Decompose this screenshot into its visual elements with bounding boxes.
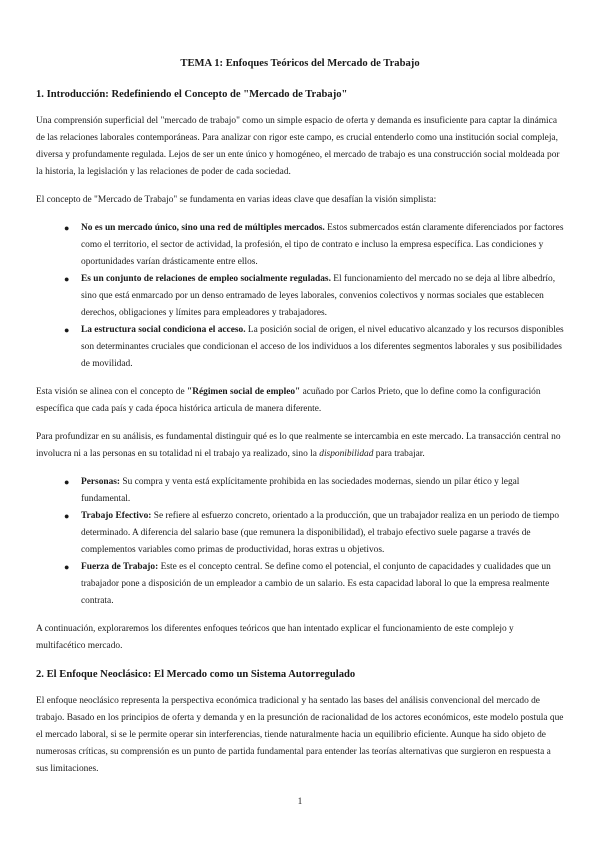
section-1-paragraph-3 (36, 384, 564, 418)
list-item (64, 508, 564, 559)
section-1-paragraph-5: A continuación, exploraremos los diferentes enfoques teóricos que han intentado explicar el funcionamiento de este complejo y multifacético mercado. (36, 624, 514, 651)
bullet-icon: ● (64, 511, 70, 521)
key-ideas-list (36, 220, 564, 373)
bullet-icon: ● (64, 477, 70, 487)
list-item-lead: Fuerza de Trabajo: (81, 562, 159, 572)
list-item (64, 474, 564, 508)
section-1-paragraph-2: El concepto de "Mercado de Trabajo" se fundamenta en varias ideas clave que desafían la visión simplista: (36, 195, 437, 205)
bullet-icon: ● (64, 562, 70, 572)
list-item-text: Su compra y venta está explícitamente prohibida en las sociedades modernas, siendo un pilar ético y legal fundamental. (81, 477, 520, 504)
regimen-social-term: "Régimen social de empleo" (187, 387, 301, 397)
paragraph-text: Esta visión se alinea con el concepto de (36, 387, 187, 397)
list-item-text: Se refiere al esfuerzo concreto, orientado a la producción, que un trabajador realiza en un periodo de tiempo determinado. A diferencia del salario base (que remunera la disponibilidad), el trabajo efectivo suele pagarse a través de complementos variables como primas de productividad, horas extras u objetivos. (81, 511, 560, 555)
list-item-lead: Trabajo Efectivo: (81, 511, 152, 521)
section-2-heading: 2. El Enfoque Neoclásico: El Mercado como un Sistema Autorregulado (36, 669, 356, 680)
exchange-list (36, 474, 564, 610)
list-item (64, 271, 564, 322)
bullet-icon: ● (64, 274, 70, 284)
list-item-text: Estos submercados están claramente diferenciados por factores como el territorio, el sector de actividad, la profesión, el tipo de contrato e incluso la empresa específica. Las condiciones y oportunidades varían drásticamente entre ellos. (81, 223, 564, 267)
list-item-text: El funcionamiento del mercado no se deja al libre albedrío, sino que está enmarcado por un denso entramado de leyes laborales, convenios colectivos y normas sociales que establecen derechos, obligaciones y límites para empleadores y trabajadores. (81, 274, 556, 318)
list-item (64, 559, 564, 610)
bullet-icon: ● (64, 223, 70, 233)
paragraph-text: para trabajar. (373, 449, 425, 459)
paragraph-text: Para profundizar en su análisis, es fundamental distinguir qué es lo que realmente se intercambia en este mercado. La transacción central no involucra ni a las personas en su totalidad ni el trabajo ya realizado, sino la (36, 432, 561, 459)
list-item-text: Este es el concepto central. Se define como el potencial, el conjunto de capacidades y cualidades que un trabajador pone a disposición de un empleador a cambio de un salario. Es esta capacidad laboral lo que la empresa realmente contrata. (81, 562, 551, 606)
page-number: 1 (297, 797, 303, 807)
disponibilidad-term: disponibilidad (319, 449, 374, 459)
section-2-paragraph-1: El enfoque neoclásico representa la perspectiva económica tradicional y ha sentado las bases del análisis convencional del mercado de trabajo. Basado en los principios de oferta y demanda y en la presunción de racionalidad de los actores económicos, este modelo postula que el mercado laboral, si se le permite operar sin interferencias, tiende naturalmente hacia un equilibrio eficiente. Aunque ha sido objeto de numerosas críticas, su comprensión es un punto de partida fundamental para entender las teorías alternativas que surgieron en respuesta a sus limitaciones. (36, 696, 564, 774)
list-item-lead: No es un mercado único, sino una red de múltiples mercados. (81, 223, 325, 233)
section-1-paragraph-4 (36, 429, 564, 463)
list-item-lead: Es un conjunto de relaciones de empleo socialmente reguladas. (81, 274, 331, 284)
section-1-heading: 1. Introducción: Redefiniendo el Concepto de "Mercado de Trabajo" (36, 89, 348, 100)
bullet-icon: ● (64, 325, 70, 335)
list-item (64, 322, 564, 373)
list-item-lead: La estructura social condiciona el acceso. (81, 325, 246, 335)
document-title: TEMA 1: Enfoques Teóricos del Mercado de Trabajo (180, 58, 420, 69)
paragraph-text: acuñado por Carlos Prieto, que lo define como la configuración específica que cada país y cada época histórica articula de manera diferente. (36, 387, 541, 414)
section-1-paragraph-1: Una comprensión superficial del "mercado de trabajo" como un simple espacio de oferta y demanda es insuficiente para captar la dinámica de las relaciones laborales contemporáneas. Para analizar con rigor este campo, es crucial entenderlo como una institución social compleja, diversa y profundamente regulada. Lejos de ser un ente único y homogéneo, el mercado de trabajo es una construcción social moldeada por la historia, la legislación y las relaciones de poder de cada sociedad. (36, 116, 560, 177)
list-item (64, 220, 564, 271)
list-item-text: La posición social de origen, el nivel educativo alcanzado y los recursos disponibles son determinantes cruciales que condicionan el acceso de los individuos a los diferentes segmentos laborales y sus posibilidades de movilidad. (81, 325, 564, 369)
list-item-lead: Personas: (81, 477, 121, 487)
